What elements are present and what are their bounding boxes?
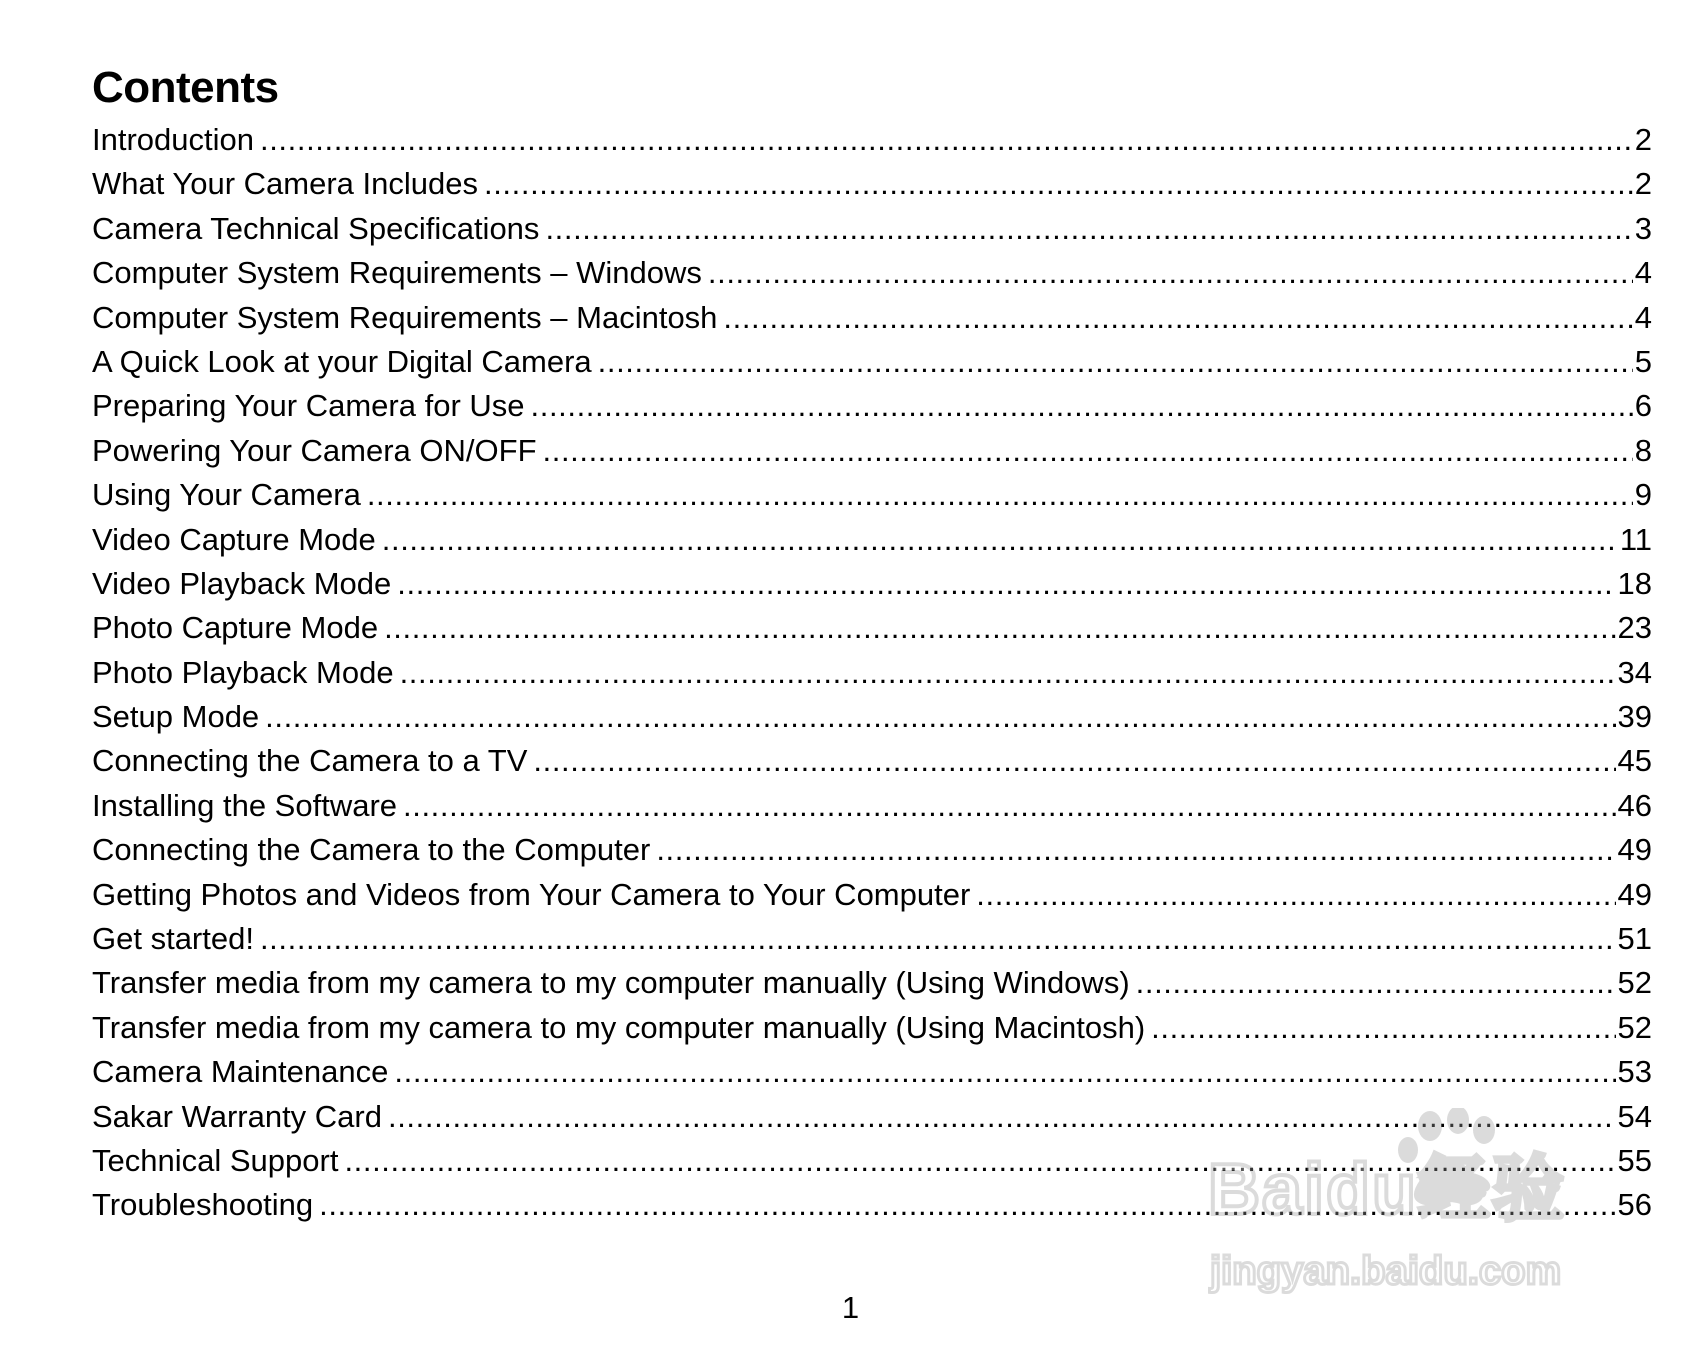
- toc-entry-page: 49: [1617, 876, 1652, 912]
- toc-dot-leader: [598, 340, 1633, 384]
- toc-entry-title: Using Your Camera: [92, 477, 361, 513]
- toc-entry: [92, 429, 1652, 473]
- toc-entry-page: 11: [1619, 521, 1652, 557]
- page-number: 1: [841, 1290, 860, 1325]
- toc-entry-title: Connecting the Camera to a TV: [92, 743, 528, 779]
- toc-dot-leader: [545, 207, 1632, 251]
- toc-dot-leader: [397, 562, 1615, 606]
- toc-entry-title: Computer System Requirements – Macintosh: [92, 299, 718, 335]
- toc-dot-leader: [265, 695, 1615, 739]
- toc-entry-page: 56: [1617, 1187, 1652, 1223]
- toc-dot-leader: [723, 296, 1632, 340]
- toc-entry-title: Video Capture Mode: [92, 521, 376, 557]
- toc-entry-page: 54: [1617, 1098, 1652, 1134]
- toc-entry-page: 5: [1634, 343, 1652, 379]
- watermark-brand: Baidu经验: [1208, 1150, 1567, 1230]
- toc-entry: [92, 873, 1652, 917]
- toc-entry-page: 3: [1634, 210, 1652, 246]
- toc-entry-page: 45: [1617, 743, 1652, 779]
- toc-entry: [92, 695, 1652, 739]
- toc-entry-title: Setup Mode: [92, 699, 260, 735]
- toc-entry-title: Computer System Requirements – Windows: [92, 255, 702, 291]
- toc-entry: [92, 739, 1652, 783]
- toc-dot-leader: [484, 162, 1633, 206]
- toc-entry: [92, 828, 1652, 872]
- toc-dot-leader: [1151, 1006, 1615, 1050]
- toc-dot-leader: [403, 784, 1616, 828]
- toc-entry-page: 23: [1617, 610, 1652, 646]
- toc-entry-title: Troubleshooting: [92, 1187, 314, 1223]
- table-of-contents: [92, 118, 1652, 1228]
- toc-dot-leader: [384, 606, 1615, 650]
- toc-entry-title: What Your Camera Includes: [92, 166, 478, 202]
- toc-entry-page: 55: [1617, 1142, 1652, 1178]
- toc-dot-leader: [708, 251, 1633, 295]
- toc-entry-title: Technical Support: [92, 1142, 339, 1178]
- toc-entry-title: A Quick Look at your Digital Camera: [92, 343, 592, 379]
- toc-entry: [92, 784, 1652, 828]
- toc-entry: [92, 651, 1652, 695]
- toc-entry-title: Powering Your Camera ON/OFF: [92, 432, 537, 468]
- toc-dot-leader: [394, 1050, 1615, 1094]
- toc-entry: [92, 606, 1652, 650]
- toc-entry-page: 53: [1617, 1054, 1652, 1090]
- toc-entry-page: 4: [1634, 299, 1652, 335]
- toc-entry-page: 34: [1617, 654, 1652, 690]
- toc-dot-leader: [656, 828, 1615, 872]
- toc-entry: [92, 1006, 1652, 1050]
- toc-entry-page: 49: [1617, 832, 1652, 868]
- toc-entry: [92, 961, 1652, 1005]
- toc-dot-leader: [382, 518, 1618, 562]
- toc-entry-title: Installing the Software: [92, 787, 398, 823]
- toc-entry: [92, 251, 1652, 295]
- toc-dot-leader: [400, 651, 1616, 695]
- toc-entry: [92, 340, 1652, 384]
- toc-dot-leader: [976, 873, 1615, 917]
- toc-entry: [92, 1050, 1652, 1094]
- toc-entry: [92, 162, 1652, 206]
- toc-entry-title: Camera Maintenance: [92, 1054, 389, 1090]
- toc-entry-page: 6: [1634, 388, 1652, 424]
- toc-entry-page: 8: [1634, 432, 1652, 468]
- toc-entry-page: 52: [1617, 965, 1652, 1001]
- toc-entry: [92, 207, 1652, 251]
- toc-dot-leader: [367, 473, 1633, 517]
- toc-entry: [92, 473, 1652, 517]
- toc-entry-title: Video Playback Mode: [92, 565, 392, 601]
- toc-entry: [92, 917, 1652, 961]
- toc-entry-page: 46: [1617, 787, 1652, 823]
- toc-entry: [92, 518, 1652, 562]
- watermark-url: jingyan.baidu.com: [1210, 1249, 1562, 1293]
- toc-dot-leader: [533, 739, 1615, 783]
- toc-entry-page: 39: [1617, 699, 1652, 735]
- toc-entry-title: Introduction: [92, 122, 254, 157]
- toc-entry-title: Getting Photos and Videos from Your Camera to Your Computer: [92, 876, 971, 912]
- toc-entry: [92, 384, 1652, 428]
- toc-entry-title: Camera Technical Specifications: [92, 210, 540, 246]
- toc-entry-page: 2: [1634, 166, 1652, 202]
- toc-entry-title: Connecting the Camera to the Computer: [92, 832, 651, 868]
- toc-dot-leader: [1136, 961, 1616, 1005]
- toc-entry-title: Transfer media from my camera to my computer manually (Using Windows): [92, 965, 1130, 1001]
- toc-entry-page: 4: [1634, 255, 1652, 291]
- baidu-watermark-logo: [1208, 1108, 1628, 1308]
- toc-entry-title: Photo Capture Mode: [92, 610, 379, 646]
- toc-dot-leader: [260, 917, 1616, 961]
- page-title: Contents: [92, 63, 279, 112]
- toc-entry-page: 9: [1634, 477, 1652, 513]
- toc-entry-page: 51: [1617, 921, 1652, 957]
- toc-entry-title: Transfer media from my camera to my computer manually (Using Macintosh): [92, 1009, 1146, 1045]
- toc-entry: [92, 118, 1652, 162]
- toc-entry-page: 2: [1634, 122, 1652, 157]
- toc-entry: [92, 562, 1652, 606]
- toc-dot-leader: [531, 384, 1633, 428]
- toc-dot-leader: [543, 429, 1633, 473]
- toc-entry-page: 18: [1617, 565, 1652, 601]
- toc-entry-title: Preparing Your Camera for Use: [92, 388, 525, 424]
- toc-entry-title: Photo Playback Mode: [92, 654, 394, 690]
- toc-entry: [92, 296, 1652, 340]
- toc-entry-title: Sakar Warranty Card: [92, 1098, 382, 1134]
- toc-dot-leader: [260, 118, 1633, 162]
- toc-entry-title: Get started!: [92, 921, 254, 957]
- toc-entry-page: 52: [1617, 1009, 1652, 1045]
